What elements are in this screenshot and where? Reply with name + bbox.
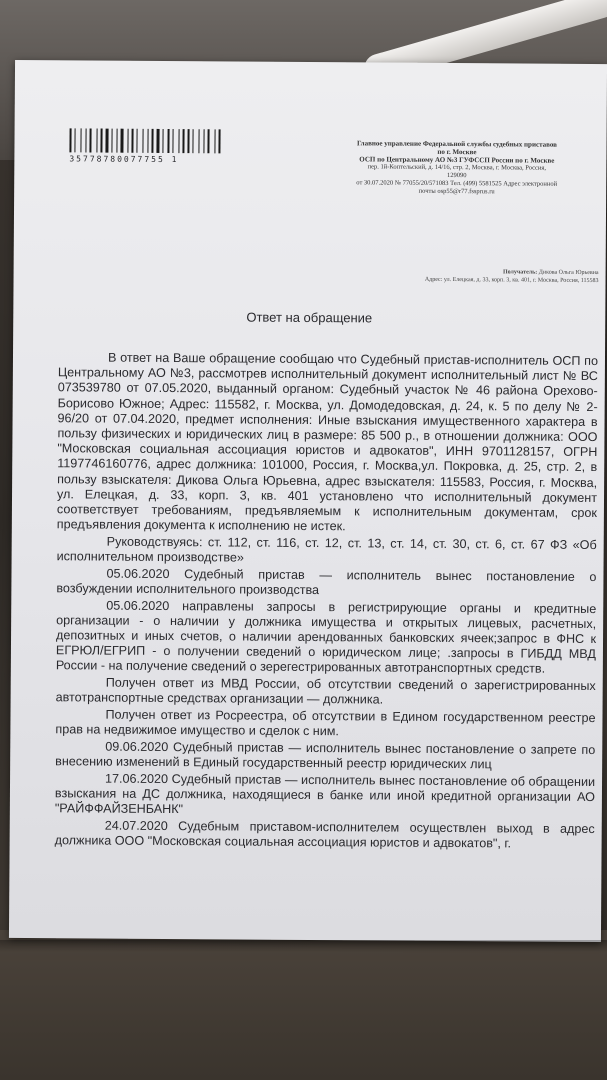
barcode-bar	[85, 128, 86, 152]
barcode-bar	[156, 129, 159, 153]
document-title: Ответ на обращение	[246, 309, 373, 326]
barcode-bar	[192, 129, 193, 153]
barcode-bars	[69, 128, 269, 153]
barcode-bar	[96, 129, 97, 153]
header-line-7: почты osp55@r77.fssprus.ru	[418, 187, 495, 196]
barcode-bar	[162, 129, 163, 153]
header-line-6: от 30.07.2020 № 77055/20/571083 Тел. (499) 5581525 Адрес электронной	[356, 179, 558, 188]
barcode-bar	[187, 129, 189, 153]
paragraph: Руководствуясь: ст. 112, ст. 116, ст. 12, ст. 13, ст. 14, ст. 30, ст. 6, ст. 67 ФЗ «Об исполнительном производстве»	[56, 535, 597, 565]
barcode-bar	[127, 129, 128, 153]
barcode-number: 35778780077755 1	[69, 154, 179, 165]
barcode-bar	[100, 129, 102, 153]
document-body	[55, 350, 598, 854]
paragraph: 09.06.2020 Судебный пристав — исполнитель вынес постановление о запрете по внесению изменений в Единый государственный реестр юридических лиц	[55, 740, 596, 772]
paragraph: Получен ответ из МВД России, об отсутствии сведений о зарегистрированных автотранспортные средствах организации — должника.	[55, 676, 596, 707]
header-line-2: по г. Москве	[437, 147, 477, 157]
barcode-bar	[116, 129, 117, 153]
barcode-bar	[182, 129, 184, 153]
paragraph: Получен ответ из Росреестра, об отсутствии в Едином государственном реестре прав на недвижимое имущество и сделок с ним.	[55, 708, 596, 739]
barcode-bar	[167, 129, 169, 153]
paragraph: 05.06.2020 направлены запросы в регистрирующие органы и кредитные организации - о наличии у должника имущества и открытых лицевых, расчетных, депозитных и иных счетов, о наличии арендованных банковских ячеек;запрос в ФНС к ЕГРЮЛ/ЕГРИП - о получении сведений о юридическом лице; .запросы в ГИБДД МВД России - на получение сведений о зерегестрированных автотранспортных средств.	[55, 599, 597, 677]
header-line-5: 129090	[447, 171, 467, 180]
barcode-bar	[207, 129, 209, 153]
header-line-4: пер. 1й-Коптельский, д. 14/16, стр. 2, Москва, г. Москва, Россия,	[367, 163, 547, 172]
barcode-bar	[172, 129, 173, 153]
paragraph: В ответ на Ваше обращение сообщаю что Судебный пристав-исполнитель ОСП по Центральному АО №3, рассмотрев исполнительный документ исполнительный лист № ВС 073539780 от 07.05.2020, выданный органом: Судебный участок № 46 района Орехово-Борисово Южное; Адрес: 115582, г. Москва, ул. Домодедовская, д. 24, к. 5 по делу № 2-96/20 от 07.04.2020, предмет исполнения: Иные взыскания имущественного характера в пользу физических и юридических лиц в размере: 85 500 р., в отношении должника: ООО "Московская социальная ассоциация юристов и адвокатов", ИНН 9701128157, ОГРН 1197746160776, адрес должника: 101000, Россия, г. Москва,ул. Покровка, д. 25, стр. 2, в пользу взыскателя: Дикова Ольга Юрьевна, адрес взыскателя: 115583, Россия, г. Москва, ул. Елецкая, д. 33, корп. 3, кв. 401 установлено что исполнительный документ соответствует требованиям, предъявляемым к исполнительным документам, срок предъявления документа к исполнению не истек.	[56, 350, 599, 534]
barcode-bar	[89, 128, 91, 152]
barcode-bar	[111, 129, 112, 153]
barcode-bar	[142, 129, 143, 153]
header-line-1: Главное управление Федеральной службы судебных приставов	[356, 139, 557, 149]
paragraph: 05.06.2020 Судебный пристав — исполнитель вынес постановление о возбуждении исполнительного производства	[56, 567, 597, 598]
document-page	[9, 60, 607, 942]
paragraph: 24.07.2020 Судебным приставом-исполнителем осуществлен выход в адрес должника ООО "Московская социальная ассоциация юристов и адвокатов", г.	[54, 819, 595, 851]
barcode-bar	[178, 129, 179, 153]
barcode-bar	[80, 128, 81, 152]
issuer-header	[314, 139, 599, 197]
barcode-bar	[218, 129, 220, 153]
floor-background	[0, 930, 607, 1080]
barcode-bar	[74, 128, 75, 152]
barcode	[69, 128, 270, 207]
page-shadow	[0, 940, 607, 952]
recipient-label: Получатель:	[502, 269, 538, 276]
recipient-block	[314, 267, 599, 285]
barcode-bar	[147, 129, 148, 153]
barcode-bar	[120, 129, 123, 153]
recipient-address: Адрес: ул. Елецкая, д. 33, корп. 3, кв. 401, г. Москва, Россия, 115583	[424, 276, 599, 285]
barcode-bar	[203, 129, 204, 153]
barcode-bar	[136, 129, 137, 153]
barcode-bar	[151, 129, 153, 153]
barcode-bar	[69, 128, 71, 152]
barcode-bar	[214, 129, 215, 153]
barcode-bar	[198, 129, 199, 153]
barcode-bar	[105, 129, 108, 153]
recipient-name: Дикова Ольга Юрьевна	[538, 269, 599, 277]
paragraph: 17.06.2020 Судебный пристав — исполнитель вынес постановление об обращении взыскания на ДС должника, находящиеся в банке или иной кредитной организации АО "РАЙФФАЙЗЕНБАНК"	[54, 772, 596, 817]
barcode-bar	[131, 129, 133, 153]
header-line-3: ОСП по Центральному АО №3 ГУФССП России по г. Москве	[359, 155, 555, 165]
